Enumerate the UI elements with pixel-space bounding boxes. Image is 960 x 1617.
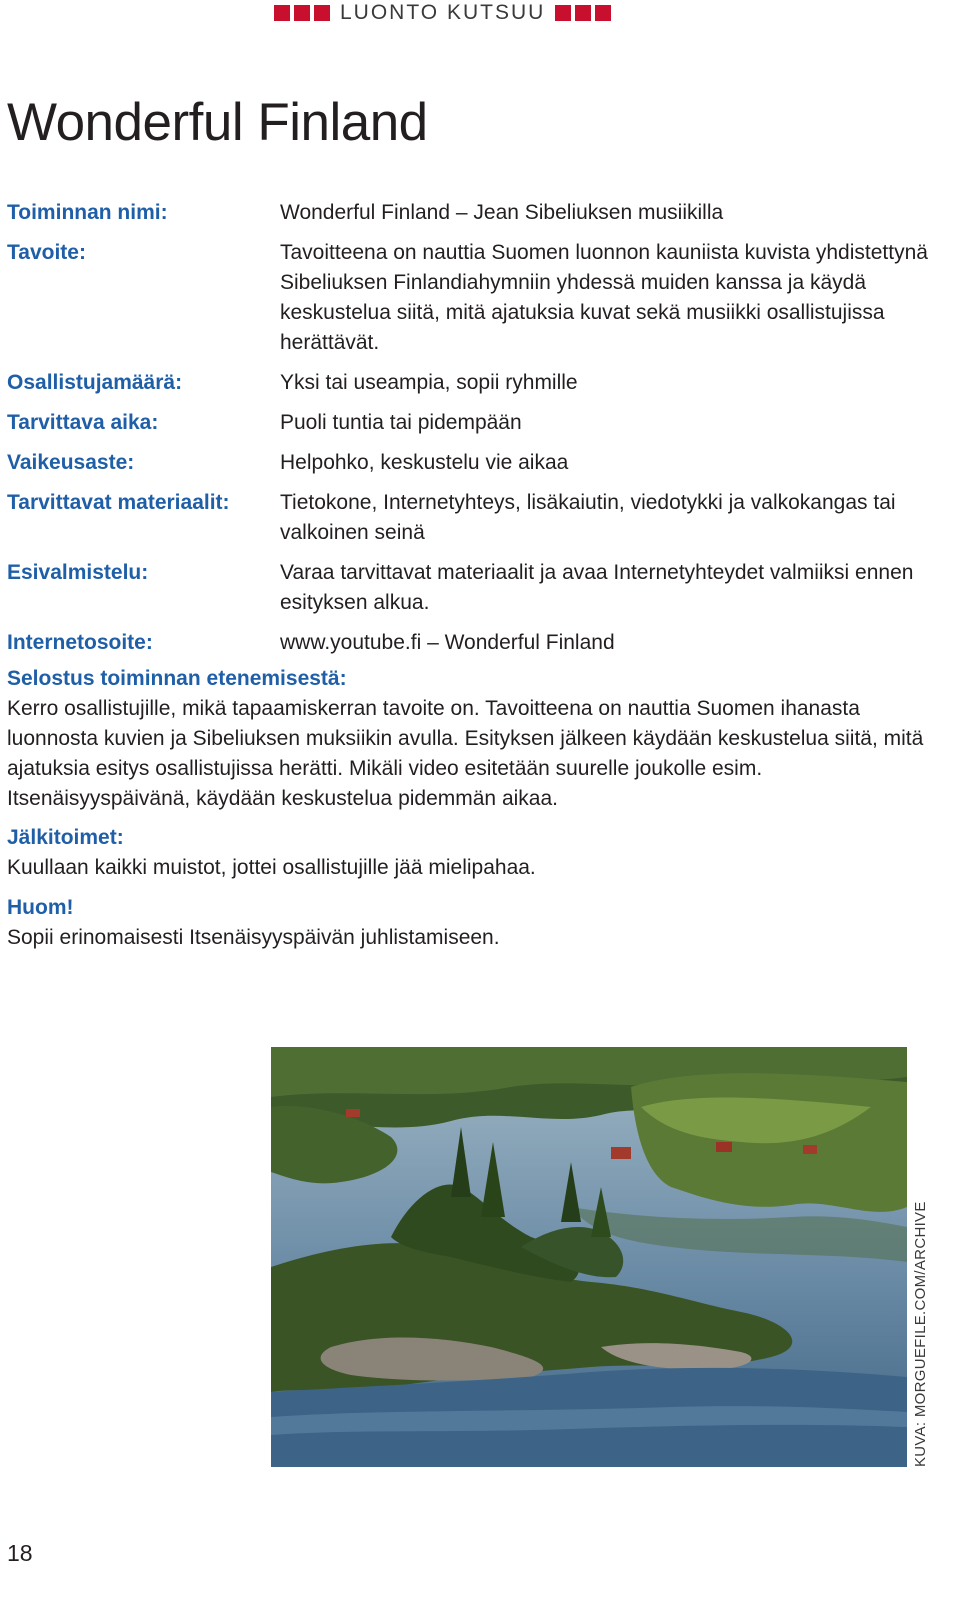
info-label: Osallistujamäärä: — [7, 371, 183, 394]
header-left-squares — [274, 5, 330, 21]
info-row-participants — [7, 368, 937, 398]
info-label: Tarvittavat materiaalit: — [7, 491, 230, 514]
info-row-difficulty — [7, 448, 937, 478]
info-value: Tavoitteena on nauttia Suomen luonnon kauniista kuvista yhdistettynä Sibeliuksen Finlandiahymniin yhdessä muiden kanssa ja käydä keskustelua siitä, mitä ajatuksia kuvat sekä musiikki osallistujissa herättävät. — [280, 241, 928, 354]
header-right-squares — [555, 5, 611, 21]
page-number: 18 — [7, 1540, 33, 1566]
section-text: Kuullaan kaikki muistot, jottei osallistujille jää mielipahaa. — [7, 856, 536, 879]
info-row-goal — [7, 238, 937, 358]
info-value: Varaa tarvittavat materiaalit ja avaa Internetyhteydet valmiiksi ennen esityksen alkua. — [280, 561, 914, 614]
info-row-time — [7, 408, 937, 438]
info-row-preparation — [7, 558, 937, 618]
info-value: Helpohko, keskustelu vie aikaa — [280, 451, 569, 474]
info-table — [7, 198, 937, 668]
info-label: Internetosoite: — [7, 631, 153, 654]
lake-landscape-photo — [271, 1047, 907, 1467]
section-text: Kerro osallistujille, mikä tapaamiskerran tavoite on. Tavoitteena on nauttia Suomen ihanasta luonnosta kuvien ja Sibeliuksen muksiikin avulla. Esityksen jälkeen käydään keskustelua siitä, mitä ajatuksia esitys osallistujissa herätti. Mikäli video esitetään suurelle joukolle esim. Itsenäisyyspäivänä, käydään keskustelua pidemmän aikaa. — [7, 697, 924, 810]
page-title: Wonderful Finland — [7, 93, 428, 152]
info-value: Puoli tuntia tai pidempään — [280, 411, 522, 434]
info-row-materials — [7, 488, 937, 548]
info-label: Vaikeusaste: — [7, 451, 135, 474]
section-label: Selostus toiminnan etenemisestä: — [7, 667, 347, 690]
info-label: Tarvittava aika: — [7, 411, 159, 434]
section-header — [274, 0, 611, 26]
info-value: Tietokone, Internetyhteys, lisäkaiutin, viedotykki ja valkokangas tai valkoinen seinä — [280, 491, 896, 544]
info-value: Wonderful Finland – Jean Sibeliuksen musiikilla — [280, 201, 724, 224]
section-label: Huom! — [7, 896, 74, 919]
section-followup — [7, 823, 937, 883]
info-label: Tavoite: — [7, 241, 86, 264]
info-value: Yksi tai useampia, sopii ryhmille — [280, 371, 578, 394]
section-text: Sopii erinomaisesti Itsenäisyyspäivän juhlistamiseen. — [7, 926, 500, 949]
info-value: www.youtube.fi – Wonderful Finland — [280, 631, 615, 654]
info-row-url — [7, 628, 937, 658]
info-label: Toiminnan nimi: — [7, 201, 168, 224]
info-row-name — [7, 198, 937, 228]
info-label: Esivalmistelu: — [7, 561, 149, 584]
section-description — [7, 664, 937, 814]
section-label: Jälkitoimet: — [7, 826, 124, 849]
section-note — [7, 893, 937, 953]
header-text: LUONTO KUTSUU — [340, 1, 546, 24]
photo-credit: KUVA: MORGUEFILE.COM/ARCHIVE — [912, 1201, 929, 1467]
